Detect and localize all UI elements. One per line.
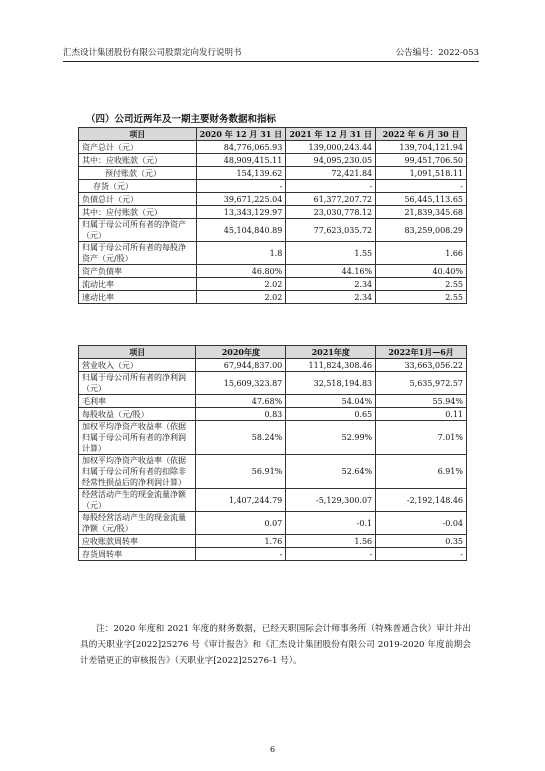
table-cell: 47.68% [196,395,286,408]
table-cell: 54.04% [286,395,376,408]
table-row [79,291,467,304]
income-indicators-table [78,345,467,561]
column-header: 2020年度 [196,346,286,359]
row-label: 资产总计（元） [79,141,197,154]
table-cell: - [286,548,376,561]
row-label: 速动比率 [79,291,197,304]
table-cell: 0.83 [196,408,286,421]
table-cell: 44.16% [286,265,376,278]
table-cell: - [196,180,286,193]
table-cell: 45,104,840.89 [196,219,286,242]
table-cell: 0.35 [376,535,467,548]
column-header: 2022年1月—6月 [376,346,467,359]
table-row [79,242,467,265]
table-cell: 0.65 [286,408,376,421]
row-label: 每股经营活动产生的现金流量净额（元/股） [79,512,196,535]
table-cell: 139,704,121.94 [376,141,467,154]
table-cell: 72,421.84 [286,167,376,180]
table-row [79,193,467,206]
balance-sheet-table [78,127,467,304]
table-row [79,265,467,278]
section-title: （四）公司近两年及一期主要财务数据和指标 [86,114,277,125]
row-label: 加权平均净资产收益率（依据归属于母公司所有者的净利润计算） [79,421,196,455]
row-label: 归属于母公司所有者的净资产（元） [79,219,197,242]
table-cell: -2,192,148.46 [376,489,467,512]
row-label: 归属于母公司所有者的净利润（元） [79,372,196,395]
table-cell: 99,451,706.50 [376,154,467,167]
column-header: 2021 年 12 月 31 日 [286,128,376,141]
table-cell: 52.64% [286,455,376,489]
table-cell: 33,663,056.22 [376,359,467,372]
table-row [79,512,467,535]
table-cell: 2.55 [376,278,467,291]
table-row [79,372,467,395]
table-cell: 0.07 [196,512,286,535]
table-cell: 23,030,778.12 [286,206,376,219]
table-cell: 1,091,518.11 [376,167,467,180]
table-cell: 56.91% [196,455,286,489]
table-row [79,359,467,372]
page-header [63,40,479,62]
table-cell: 7.01% [376,421,467,455]
row-label: 预付账款（元） [79,167,197,180]
table-cell: -5,129,300.07 [286,489,376,512]
table-row [79,154,467,167]
table-cell: 39,671,225.04 [196,193,286,206]
table-cell: 55.94% [376,395,467,408]
table-row [79,206,467,219]
row-label: 应收账款周转率 [79,535,196,548]
column-header: 项目 [79,346,196,359]
table-cell: 5,635,972.57 [376,372,467,395]
table-cell: - [376,180,467,193]
table-cell: 48,909,415.11 [196,154,286,167]
table-cell: 13,343,129.97 [196,206,286,219]
table-cell: 83,259,008.29 [376,219,467,242]
row-label: 存货周转率 [79,548,196,561]
table-header-row [79,346,467,359]
document-title: 汇杰设计集团股份有限公司股票定向发行说明书 [63,48,242,58]
table-cell: 139,000,243.44 [286,141,376,154]
table-header-row [79,128,467,141]
row-label: 资产负债率 [79,265,197,278]
table-cell: 61,377,207.72 [286,193,376,206]
table-cell: 1.56 [286,535,376,548]
row-label: 负债总计（元） [79,193,197,206]
announcement-number: 公告编号：2022-053 [395,48,479,58]
table-cell: 111,824,308.46 [286,359,376,372]
table-cell: 2.02 [196,278,286,291]
table-row [79,489,467,512]
table-row [79,167,467,180]
table-cell: 58.24% [196,421,286,455]
table-cell: 1.66 [376,242,467,265]
table-cell: 0.11 [376,408,467,421]
table-cell: 84,776,065.93 [196,141,286,154]
row-label: 其中：应付账款（元） [79,206,197,219]
table-cell: 32,518,194.83 [286,372,376,395]
table-cell: 94,095,230.05 [286,154,376,167]
table-row [79,408,467,421]
row-label: 毛利率 [79,395,196,408]
table-cell: 56,445,113.65 [376,193,467,206]
table-cell: -0.1 [286,512,376,535]
row-label: 归属于母公司所有者的每股净资产（元/股） [79,242,197,265]
table-cell: 2.55 [376,291,467,304]
table-cell: 1.76 [196,535,286,548]
row-label: 加权平均净资产收益率（依据归属于母公司所有者的扣除非经常性损益后的净利润计算） [79,455,196,489]
column-header: 项目 [79,128,197,141]
table-row [79,455,467,489]
row-label: 流动比率 [79,278,197,291]
table-cell: -0.04 [376,512,467,535]
table-cell: - [286,180,376,193]
table-row [79,141,467,154]
table-row [79,395,467,408]
table-cell: 52.99% [286,421,376,455]
table-cell: 15,609,323.87 [196,372,286,395]
table-row [79,219,467,242]
row-label: 其中：应收账款（元） [79,154,197,167]
page-number: 6 [269,745,276,754]
table-cell: 46.80% [196,265,286,278]
table-cell: 1.8 [196,242,286,265]
row-label: 经营活动产生的现金流量净额（元） [79,489,196,512]
table-row [79,421,467,455]
table-row [79,180,467,193]
table-cell: 1.55 [286,242,376,265]
table-cell: 6.91% [376,455,467,489]
row-label: 营业收入（元） [79,359,196,372]
table-cell: 67,944,837.00 [196,359,286,372]
table-cell: 77,623,035.72 [286,219,376,242]
footnote: 注：2020 年度和 2021 年度的财务数据，已经天职国际会计师事务所（特殊普通合伙）审计并出具的天职业字[2022]25276 号《审计报告》和《汇杰设计集团股份有限公司 2019-2020 年度前期会计差错更正的审核报告》（天职业字[2022]25276-1 号）。 [80,624,471,666]
table-cell: - [196,548,286,561]
column-header: 2022 年 6 月 30 日 [376,128,467,141]
table-cell: 1,407,244.79 [196,489,286,512]
table-cell: 21,839,345.68 [376,206,467,219]
table-cell: 2.34 [286,291,376,304]
table-cell: 2.34 [286,278,376,291]
column-header: 2020 年 12 月 31 日 [196,128,286,141]
row-label: 每股收益（元/股） [79,408,196,421]
row-label: 存货（元） [79,180,197,193]
table-cell: 2.02 [196,291,286,304]
table-row [79,278,467,291]
table-cell: - [376,548,467,561]
table-cell: 40.40% [376,265,467,278]
table-row [79,535,467,548]
table-cell: 154,139.62 [196,167,286,180]
column-header: 2021年度 [286,346,376,359]
table-row [79,548,467,561]
